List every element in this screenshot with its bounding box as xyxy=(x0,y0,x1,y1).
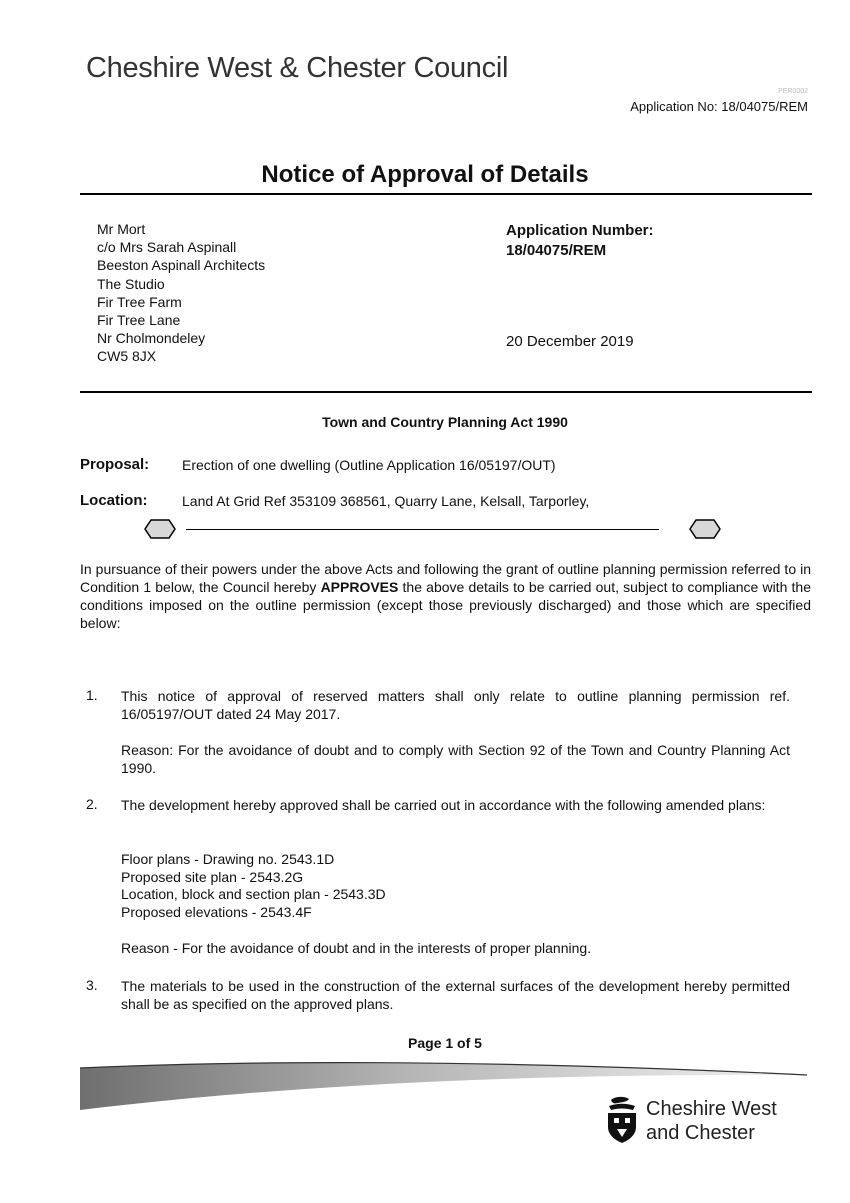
intro-text: In pursuance of their powers under the above Acts and following the grant of outline planning permission referred to in Condition 1 below, the Council hereby xyxy=(80,561,811,595)
act-title: Town and Country Planning Act 1990 xyxy=(322,414,568,430)
footer-logo-text xyxy=(646,1097,777,1145)
decision-date: 20 December 2019 xyxy=(506,333,634,350)
condition-number: 1. xyxy=(86,687,98,703)
hexagon-left-icon xyxy=(143,518,177,540)
proposal-label: Proposal: xyxy=(80,456,150,473)
address-line: CW5 8JX xyxy=(97,348,157,365)
document-title: Notice of Approval of Details xyxy=(261,161,589,188)
condition-text: This notice of approval of reserved matters shall only relate to outline planning permission ref. 16/05197/OUT dated 24 May 2017. xyxy=(121,688,790,722)
plans-list xyxy=(121,851,386,921)
address-line: Nr Cholmondeley xyxy=(97,330,206,347)
plan-item: Floor plans - Drawing no. 2543.1D xyxy=(121,851,335,867)
plan-item: Proposed elevations - 2543.4F xyxy=(121,903,312,920)
plan-item: Location, block and section plan - 2543.3D xyxy=(121,886,386,903)
condition-text: The materials to be used in the construction of the external surfaces of the development hereby permitted shall be as specified on the approved plans. xyxy=(121,978,790,1012)
condition-reason: Reason: For the avoidance of doubt and to comply with Section 92 of the Town and Country Planning Act 1990. xyxy=(121,742,790,776)
plan-item: Proposed site plan - 2543.2G xyxy=(121,868,304,885)
footer-logo-line: and Chester xyxy=(646,1122,755,1144)
hexagon-right-icon xyxy=(688,518,722,540)
location-value: Land At Grid Ref 353109 368561, Quarry Lane, Kelsall, Tarporley, xyxy=(182,493,590,509)
separator-line xyxy=(186,529,659,530)
condition-number: 2. xyxy=(86,796,98,812)
address-line: Fir Tree Lane xyxy=(97,312,181,329)
location-label: Location: xyxy=(80,492,148,509)
address-rule xyxy=(80,391,812,393)
intro-text-continued: the above details to be carried out, subject to compliance with the conditions imposed on the outline permission (except those previously discharged) and those which are specified below: xyxy=(80,579,811,631)
header-application-number: Application No: 18/04075/REM xyxy=(630,99,808,114)
approves-emphasis: APPROVES xyxy=(320,579,399,595)
application-number-value: 18/04075/REM xyxy=(506,242,607,259)
intro-paragraph xyxy=(80,560,811,632)
council-crest-icon xyxy=(605,1096,639,1144)
addressee-block xyxy=(97,220,265,366)
address-line: Beeston Aspinall Architects xyxy=(97,257,266,274)
council-name: Cheshire West & Chester Council xyxy=(86,52,509,84)
title-rule xyxy=(80,193,812,195)
condition-number: 3. xyxy=(86,977,98,993)
condition-reason: Reason - For the avoidance of doubt and in the interests of proper planning. xyxy=(121,940,592,956)
page-number: Page 1 of 5 xyxy=(408,1035,482,1051)
address-line: The Studio xyxy=(97,275,165,292)
reference-code: PER0002 xyxy=(778,88,808,95)
proposal-value: Erection of one dwelling (Outline Application 16/05197/OUT) xyxy=(182,457,556,473)
address-line: Fir Tree Farm xyxy=(97,293,182,310)
address-line: c/o Mrs Sarah Aspinall xyxy=(97,239,237,256)
application-number-label: Application Number: xyxy=(506,222,654,239)
footer-logo-line: Cheshire West xyxy=(646,1098,777,1120)
address-line: Mr Mort xyxy=(97,221,146,237)
condition-text: The development hereby approved shall be carried out in accordance with the following amended plans: xyxy=(121,797,766,813)
